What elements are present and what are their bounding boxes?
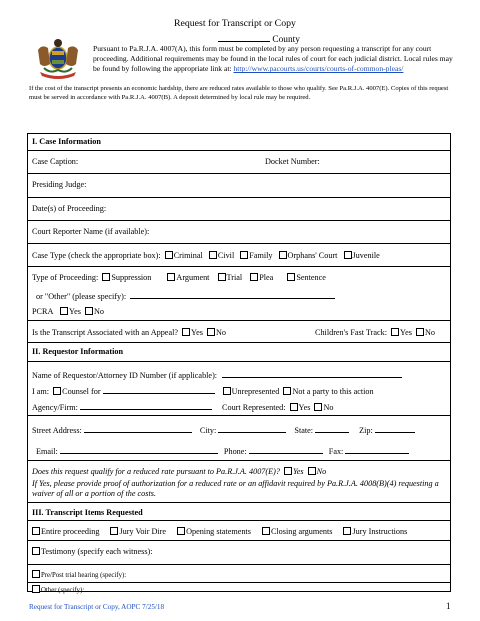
trial-checkbox[interactable] [218,273,226,281]
counsel-for-field[interactable] [103,386,215,394]
fax-label: Fax: [328,447,344,456]
entire-proceeding-checkbox[interactable] [32,527,40,535]
reduced-rate-note: If Yes, please provide proof of authorization for a reduced rate or an affidavit required by Pa.R.J.A. 4008(B)(4) requesting a waiver of all or a portion of the costs. [32,479,439,498]
agency-field[interactable] [80,402,212,410]
suppression-label: Suppression [111,273,152,282]
phone-field[interactable] [249,446,323,454]
other-proceeding-field[interactable] [130,291,335,299]
jury-instructions-label: Jury Instructions [352,527,408,536]
reduced-rate-question: Does this request qualify for a reduced rate pursuant to Pa.R.J.A. 4007(E)? [32,467,280,476]
i-am-label: I am: [32,387,50,396]
email-field[interactable] [60,446,218,454]
orphans-court-label: Orphans' Court [287,251,338,260]
pre-post-label: Pre/Post trial hearing (specify): [41,572,127,579]
orphans-court-checkbox[interactable] [279,251,287,259]
argument-label: Argument [176,273,210,282]
items-options-row [30,527,448,536]
jury-voir-dire-checkbox[interactable] [110,527,118,535]
plea-checkbox[interactable] [250,273,258,281]
court-represented-label: Court Represented: [222,403,286,412]
appeal-no-label: No [216,328,227,337]
appeal-question: Is the Transcript Associated with an Appeal? [32,328,178,337]
suppression-checkbox[interactable] [102,273,110,281]
fax-field[interactable] [345,446,409,454]
closing-arguments-label: Closing arguments [270,527,333,536]
appeal-yes-checkbox[interactable] [182,328,190,336]
juvenile-checkbox[interactable] [344,251,352,259]
section-case-information: I. Case Information [32,137,101,146]
fast-track-yes-label: Yes [400,328,412,337]
street-label: Street Address: [32,426,82,435]
pre-post-checkbox[interactable] [32,570,40,578]
appeal-no-checkbox[interactable] [207,328,215,336]
criminal-checkbox[interactable] [165,251,173,259]
not-party-checkbox[interactable] [283,387,291,395]
sentence-checkbox[interactable] [287,273,295,281]
opening-statements-label: Opening statements [186,527,251,536]
reduced-yes-checkbox[interactable] [284,467,292,475]
court-represented-yes-label: Yes [298,403,311,412]
not-party-label: Not a party to this action [292,387,374,396]
city-field[interactable] [218,425,286,433]
presiding-judge-label[interactable]: Presiding Judge: [32,180,87,189]
sentence-label: Sentence [296,273,326,282]
reduced-rate-row [32,467,448,476]
other-proceeding-label: or "Other" (please specify): [36,292,127,301]
pcra-no-checkbox[interactable] [85,307,93,315]
other-item-checkbox[interactable] [32,585,40,593]
phone-label: Phone: [223,447,247,456]
section-requestor-information: II. Requestor Information [32,347,124,356]
agency-row [32,402,448,412]
pcra-label: PCRA [32,307,53,316]
opening-statements-checkbox[interactable] [177,527,185,535]
testimony-checkbox[interactable] [32,547,40,555]
other-item-row [30,585,448,594]
counsel-for-label: Counsel for [62,387,101,396]
trial-label: Trial [226,273,243,282]
section-transcript-items: III. Transcript Items Requested [32,508,143,517]
requestor-name-row [32,370,448,380]
case-type-row [32,251,448,260]
contact-row [36,446,448,456]
court-represented-yes-checkbox[interactable] [290,403,298,411]
court-represented-no-checkbox[interactable] [314,403,322,411]
courts-link[interactable]: http://www.pacourts.us/courts/courts-of-common-pleas/ [233,64,404,74]
fast-track-no-label: No [425,328,436,337]
requestor-name-field[interactable] [222,370,402,378]
testimony-row [30,547,448,556]
reduced-no-checkbox[interactable] [308,467,316,475]
zip-label: Zip: [359,426,373,435]
plea-label: Plea [259,273,274,282]
pennsylvania-seal-logo [30,34,86,82]
appeal-row [32,328,448,337]
juvenile-label: Juvenile [352,251,380,260]
docket-number-label[interactable]: Docket Number: [265,157,320,166]
dates-of-proceeding-label[interactable]: Date(s) of Proceeding: [32,204,107,213]
case-caption-label[interactable]: Case Caption: [32,157,79,166]
fast-track-label: Children's Fast Track: [315,328,387,337]
argument-checkbox[interactable] [167,273,175,281]
fast-track-group [315,328,435,337]
city-label: City: [199,426,217,435]
unrepresented-label: Unrepresented [231,387,280,396]
fast-track-no-checkbox[interactable] [416,328,424,336]
address-row [32,425,448,435]
pcra-yes-label: Yes [68,307,81,316]
family-checkbox[interactable] [240,251,248,259]
zip-field[interactable] [375,425,415,433]
testimony-label: Testimony (specify each witness): [41,547,153,556]
jury-instructions-checkbox[interactable] [343,527,351,535]
state-label: State: [294,426,314,435]
footer-form-id: Request for Transcript or Copy, AOPC 7/25/18 [29,603,165,611]
email-label: Email: [36,447,58,456]
civil-label: Civil [217,251,235,260]
state-field[interactable] [315,425,349,433]
case-type-label: Case Type (check the appropriate box): [32,251,161,260]
family-label: Family [249,251,273,260]
counsel-for-checkbox[interactable] [53,387,61,395]
pcra-row [32,307,448,316]
other-item-label: Other (specify): [41,587,85,594]
unrepresented-checkbox[interactable] [223,387,231,395]
court-represented-no-label: No [323,403,334,412]
other-proceeding-row [36,291,448,301]
proceeding-type-row [32,273,448,282]
pcra-yes-checkbox[interactable] [60,307,68,315]
intro-text: Pursuant to Pa.R.J.A. 4007(A), this form must be completed by any person requesting a transcript for any court proceeding. Additional requirements may be found in the local rules of court for each judicial district. Local rules may be found by following the appropriate link at: [93,44,453,74]
street-field[interactable] [84,425,192,433]
county-label: County [272,35,300,45]
reduced-yes-label: Yes [293,467,304,476]
entire-proceeding-label: Entire proceeding [41,527,100,536]
fast-track-yes-checkbox[interactable] [391,328,399,336]
proceeding-type-label: Type of Proceeding: [32,273,99,282]
criminal-label: Criminal [173,251,203,260]
jury-voir-dire-label: Jury Voir Dire [119,527,167,536]
intro-paragraph [93,44,457,75]
requestor-name-label: Name of Requestor/Attorney ID Number (if applicable): [32,371,218,380]
hardship-note: If the cost of the transcript presents an economic hardship, there are reduced rates available to those who qualify. See Pa.R.J.A. 4007(E). Copies of this request must be served in accordance with Pa.R.J.A. 4007(B). A deposit determined by local rule may be required. [29,85,449,101]
civil-checkbox[interactable] [209,251,217,259]
i-am-row [32,386,448,396]
request-form [27,133,451,592]
closing-arguments-checkbox[interactable] [262,527,270,535]
form-title: Request for Transcript or Copy [174,18,296,29]
page-number: 1 [446,601,451,611]
agency-label: Agency/Firm: [32,403,78,412]
appeal-yes-label: Yes [191,328,203,337]
reduced-no-label: No [316,467,327,476]
court-reporter-label[interactable]: Court Reporter Name (if available): [32,227,150,236]
pcra-no-label: No [93,307,104,316]
pre-post-row [30,570,448,579]
